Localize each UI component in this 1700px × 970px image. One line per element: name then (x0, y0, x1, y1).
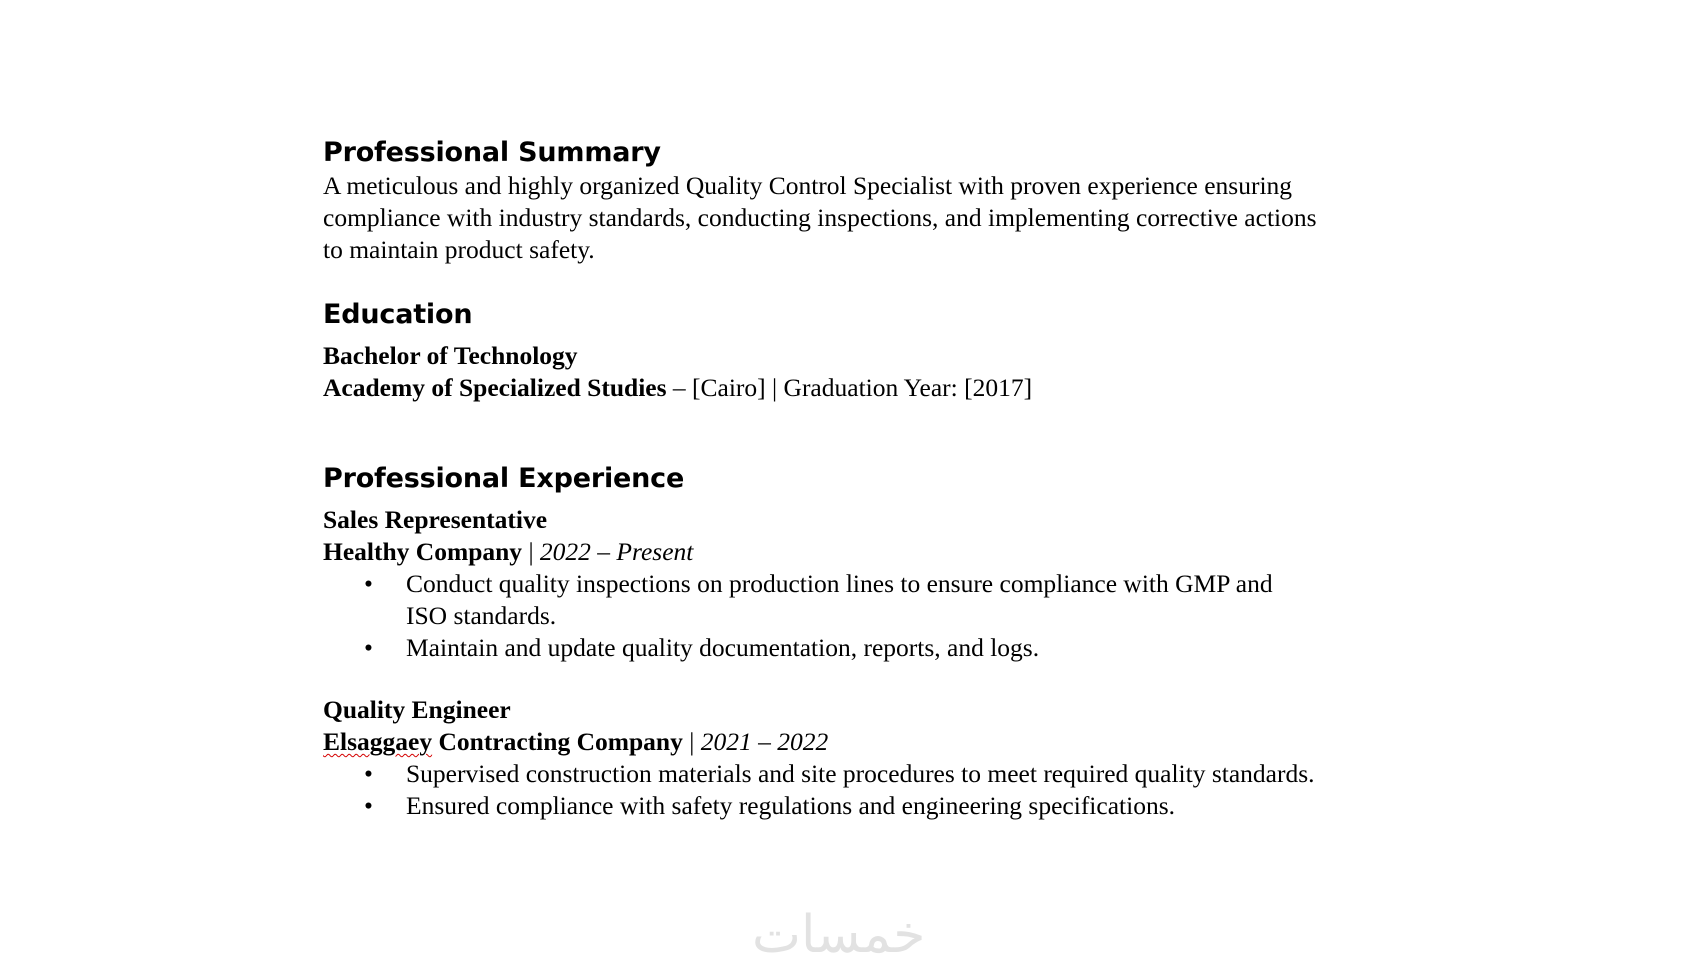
list-item (323, 632, 1573, 664)
job-separator: | (682, 727, 701, 756)
bullet-text: Conduct quality inspections on production lines to ensure compliance with GMP and ISO standards. (406, 569, 1273, 630)
job-bullets (323, 568, 1573, 664)
summary-text: A meticulous and highly organized Quality Control Specialist with proven experience ensuring compliance with industry standards, conducting inspections, and implementing corrective actions to maintain product safety. (323, 171, 1317, 264)
bullet-icon: • (364, 569, 373, 598)
list-item (323, 758, 1573, 790)
job-company: Contracting Company (432, 727, 683, 756)
job-company-misspelled-word[interactable]: Elsaggaey (323, 727, 433, 756)
bullet-icon: • (364, 759, 373, 788)
list-item (323, 568, 1573, 632)
job-company-line (323, 726, 1573, 758)
experience-heading: Professional Experience (323, 463, 685, 494)
bullet-text: Supervised construction materials and site procedures to meet required quality standards. (406, 759, 1315, 788)
job-company: Healthy Company (323, 537, 523, 566)
job-dates: 2022 – Present (539, 537, 694, 566)
resume-page (323, 136, 1573, 822)
education-heading: Education (323, 299, 473, 330)
job-entry (323, 694, 1573, 822)
job-title: Sales Representative (323, 505, 548, 534)
job-dates: 2021 – 2022 (700, 727, 829, 756)
watermark-logo: خمسات (752, 905, 926, 965)
job-entry (323, 504, 1573, 664)
job-company-line (323, 536, 1573, 568)
education-details: – [Cairo] | Graduation Year: [2017] (666, 373, 1033, 402)
bullet-icon: • (364, 791, 373, 820)
education-degree: Bachelor of Technology (323, 341, 578, 370)
job-separator: | (522, 537, 540, 566)
bullet-text: Maintain and update quality documentation, reports, and logs. (406, 633, 1040, 662)
bullet-text: Ensured compliance with safety regulations and engineering specifications. (406, 791, 1175, 820)
bullet-icon: • (364, 633, 373, 662)
education-school: Academy of Specialized Studies (323, 373, 667, 402)
list-item (323, 790, 1573, 822)
summary-heading: Professional Summary (323, 137, 661, 168)
job-bullets (323, 758, 1573, 822)
education-school-line (323, 372, 1573, 404)
job-title: Quality Engineer (323, 695, 511, 724)
